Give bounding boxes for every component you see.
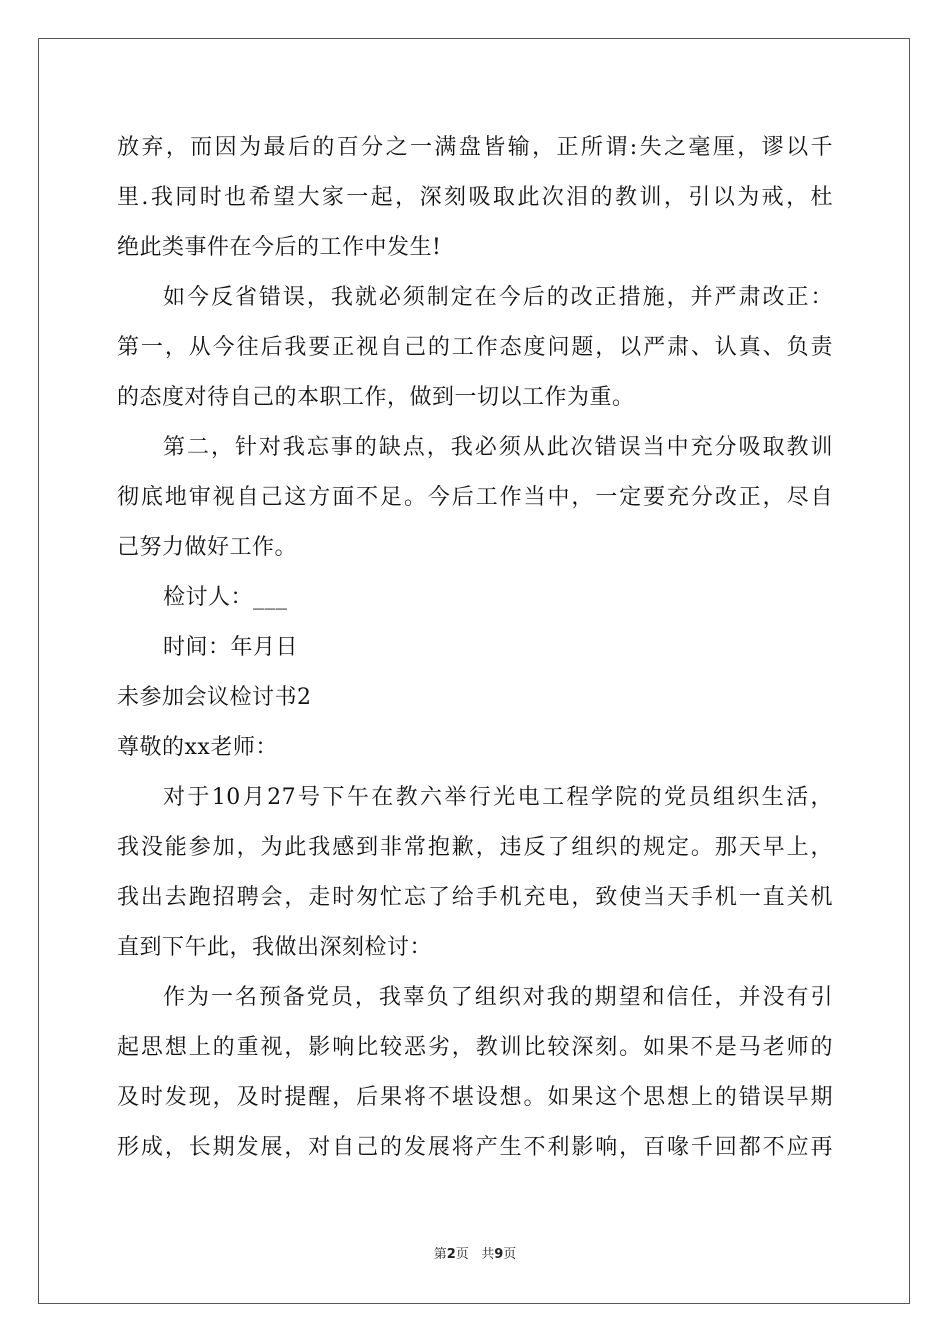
page-footer <box>0 1243 950 1262</box>
text-line: 的态度对待自己的本职工作，做到一切以工作为重。 <box>117 385 635 410</box>
text-line: 己努力做好工作。 <box>117 535 298 560</box>
text-line: 对于10月27号下午在教六举行光电工程学院的党员组织生活， <box>163 785 833 810</box>
text-line: 绝此类事件在今后的工作中发生! <box>117 235 442 260</box>
text-line: 形成，长期发展，对自己的发展将产生不利影响，百喙千回都不应再 <box>117 1135 833 1160</box>
page-number: 2 <box>446 1247 456 1262</box>
text-line: 及时发现，及时提醒，后果将不堪设想。如果这个思想上的错误早期 <box>117 1085 833 1110</box>
footer-total-suffix: 页 <box>503 1247 517 1262</box>
reviewer-line: 检讨人：___ <box>163 585 288 610</box>
footer-page-suffix: 页 <box>455 1247 469 1262</box>
text-line: 直到下午此，我做出深刻检讨： <box>117 935 433 960</box>
text-line: 作为一名预备党员，我辜负了组织对我的期望和信任，并没有引 <box>163 985 833 1010</box>
text-line: 里.我同时也希望大家一起，深刻吸取此次泪的教训，引以为戒，杜 <box>117 185 833 210</box>
footer-prefix: 第 <box>433 1247 447 1262</box>
text-line: 第二，针对我忘事的缺点，我必须从此次错误当中充分吸取教训 <box>163 435 833 460</box>
salutation: 尊敬的xx老师： <box>117 735 278 760</box>
text-line: 我出去跑招聘会，走时匆忙忘了给手机充电，致使当天手机一直关机 <box>117 885 833 910</box>
section-title: 未参加会议检讨书2 <box>117 685 312 710</box>
text-line: 彻底地审视自己这方面不足。今后工作当中，一定要充分改正，尽自 <box>117 485 833 510</box>
text-line: 第一，从今往后我要正视自己的工作态度问题，以严肃、认真、负责 <box>117 335 833 360</box>
text-line: 放弃，而因为最后的百分之一满盘皆输，正所谓:失之毫厘，谬以千 <box>117 135 833 160</box>
document-body <box>117 123 833 1173</box>
footer-total-prefix: 共 <box>481 1247 495 1262</box>
text-line: 我没能参加，为此我感到非常抱歉，违反了组织的规定。那天早上， <box>117 835 833 860</box>
text-line: 如今反省错误，我就必须制定在今后的改正措施，并严肃改正： <box>163 285 833 310</box>
date-line: 时间：年月日 <box>163 635 299 660</box>
total-pages: 9 <box>494 1247 504 1262</box>
text-line: 起思想上的重视，影响比较恶劣，教训比较深刻。如果不是马老师的 <box>117 1035 833 1060</box>
